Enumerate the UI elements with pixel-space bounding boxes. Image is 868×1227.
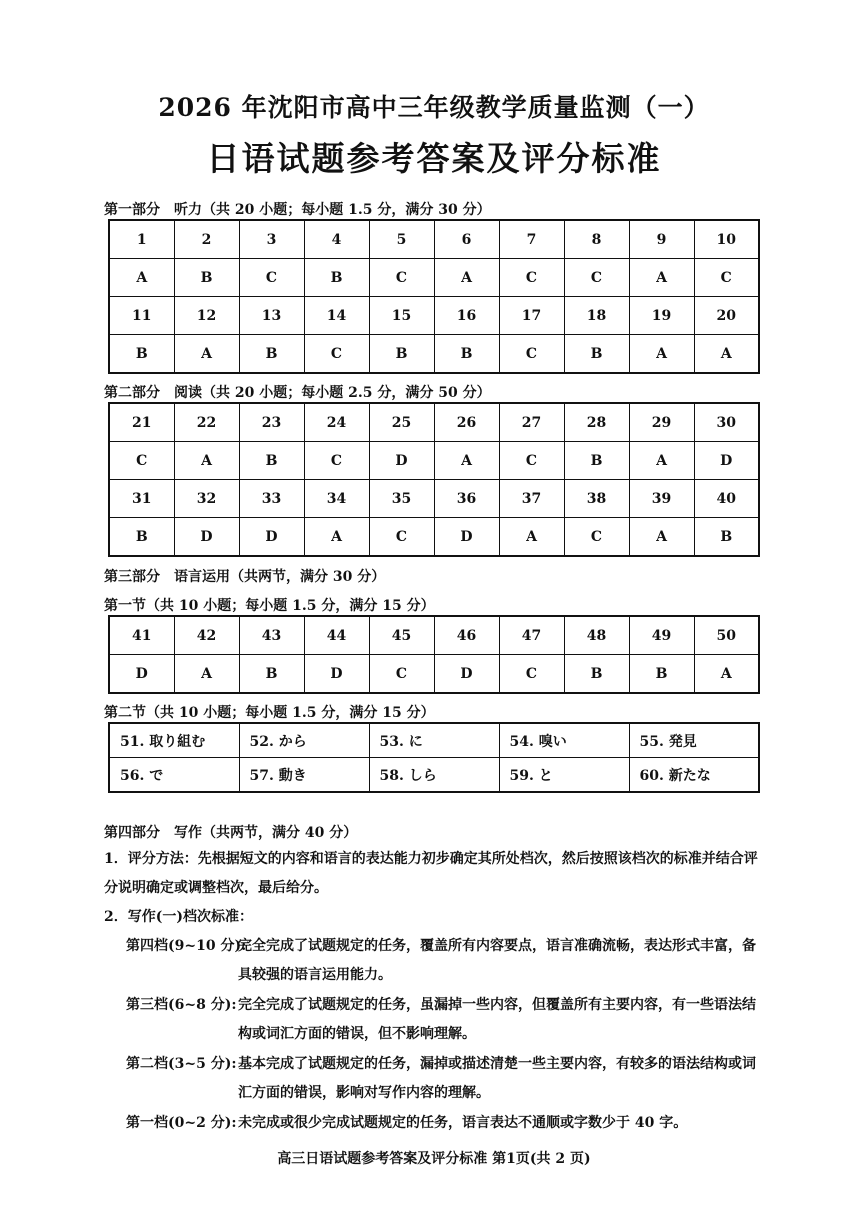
table-cell: 33 bbox=[239, 480, 304, 518]
table-cell: D bbox=[434, 518, 499, 557]
part3-section1-answer-table bbox=[108, 615, 760, 694]
table-cell: 3 bbox=[239, 220, 304, 259]
table-cell: 25 bbox=[369, 403, 434, 442]
table-cell: 46 bbox=[434, 616, 499, 655]
table-cell: 50 bbox=[694, 616, 759, 655]
criterion-text-2: 基本完成了试题规定的任务，漏掉或描述清楚一些主要内容，有较多的语法结构或词汇方面的错误，影响对写作内容的理解。 bbox=[238, 1056, 756, 1101]
table-row bbox=[109, 480, 759, 518]
table-cell: 26 bbox=[434, 403, 499, 442]
table-cell: B bbox=[694, 518, 759, 557]
table-cell: 58. しら bbox=[369, 758, 499, 793]
table-cell: 48 bbox=[564, 616, 629, 655]
table-cell: A bbox=[629, 259, 694, 297]
table-cell: 8 bbox=[564, 220, 629, 259]
table-cell: 13 bbox=[239, 297, 304, 335]
table-cell: A bbox=[174, 655, 239, 694]
table-cell: D bbox=[304, 655, 369, 694]
table-cell: D bbox=[434, 655, 499, 694]
table-cell: B bbox=[239, 442, 304, 480]
table-cell: 2 bbox=[174, 220, 239, 259]
table-cell: A bbox=[174, 442, 239, 480]
table-cell: C bbox=[109, 442, 174, 480]
criterion-label-1: 第一档(0~2 分): bbox=[126, 1115, 237, 1131]
table-cell: 15 bbox=[369, 297, 434, 335]
table-cell: 44 bbox=[304, 616, 369, 655]
table-cell: 49 bbox=[629, 616, 694, 655]
table-cell: 18 bbox=[564, 297, 629, 335]
table-cell: 24 bbox=[304, 403, 369, 442]
table-cell: 23 bbox=[239, 403, 304, 442]
table-cell: 4 bbox=[304, 220, 369, 259]
criterion-text-1: 未完成或很少完成试题规定的任务，语言表达不通顺或字数少于 40 字。 bbox=[238, 1115, 688, 1131]
table-cell: A bbox=[694, 335, 759, 374]
table-cell: 12 bbox=[174, 297, 239, 335]
table-cell: 5 bbox=[369, 220, 434, 259]
table-cell: B bbox=[629, 655, 694, 694]
part3-section2-answer-table bbox=[108, 722, 760, 793]
table-cell: 43 bbox=[239, 616, 304, 655]
table-cell: B bbox=[239, 335, 304, 374]
part2-answer-table bbox=[108, 402, 760, 557]
document-title: 日语试题参考答案及评分标准 bbox=[206, 139, 662, 178]
part3-section1-heading: 第一节（共 10 小题；每小题 1.5 分，满分 15 分） bbox=[104, 598, 435, 614]
table-cell: C bbox=[499, 335, 564, 374]
table-row bbox=[109, 723, 759, 758]
table-cell: D bbox=[694, 442, 759, 480]
writing-criteria-heading: 2．写作(一)档次标准： bbox=[104, 909, 253, 925]
table-cell: 34 bbox=[304, 480, 369, 518]
part3-heading: 第三部分 语言运用（共两节，满分 30 分） bbox=[104, 569, 386, 585]
table-row bbox=[109, 297, 759, 335]
table-cell: C bbox=[304, 335, 369, 374]
table-cell: C bbox=[369, 259, 434, 297]
table-cell: 7 bbox=[499, 220, 564, 259]
table-cell: C bbox=[369, 518, 434, 557]
part3-section2-heading: 第二节（共 10 小题；每小题 1.5 分，满分 15 分） bbox=[104, 705, 435, 721]
table-cell: 47 bbox=[499, 616, 564, 655]
table-cell: 39 bbox=[629, 480, 694, 518]
table-cell: 27 bbox=[499, 403, 564, 442]
table-cell: 57. 動き bbox=[239, 758, 369, 793]
table-row bbox=[109, 758, 759, 793]
exam-title: 2026 年沈阳市高中三年级教学质量监测（一） bbox=[158, 93, 710, 122]
table-row bbox=[109, 220, 759, 259]
criterion-label-2: 第二档(3~5 分): bbox=[126, 1056, 237, 1072]
table-cell: B bbox=[174, 259, 239, 297]
part1-heading: 第一部分 听力（共 20 小题；每小题 1.5 分，满分 30 分） bbox=[104, 202, 491, 218]
table-cell: B bbox=[109, 518, 174, 557]
criterion-text-4: 完全完成了试题规定的任务，覆盖所有内容要点，语言准确流畅，表达形式丰富，备具较强的语言运用能力。 bbox=[238, 938, 756, 983]
table-cell: 36 bbox=[434, 480, 499, 518]
scoring-method: 1．评分方法：先根据短文的内容和语言的表达能力初步确定其所处档次，然后按照该档次的标准并结合评分说明确定或调整档次，最后给分。 bbox=[104, 851, 758, 896]
table-row bbox=[109, 335, 759, 374]
table-cell: A bbox=[629, 518, 694, 557]
table-cell: D bbox=[369, 442, 434, 480]
table-cell: 20 bbox=[694, 297, 759, 335]
table-cell: A bbox=[434, 259, 499, 297]
table-cell: B bbox=[564, 442, 629, 480]
table-cell: 16 bbox=[434, 297, 499, 335]
table-row bbox=[109, 518, 759, 557]
table-cell: A bbox=[694, 655, 759, 694]
table-cell: B bbox=[304, 259, 369, 297]
table-cell: 52. から bbox=[239, 723, 369, 758]
table-cell: D bbox=[239, 518, 304, 557]
table-cell: C bbox=[499, 442, 564, 480]
table-cell: 17 bbox=[499, 297, 564, 335]
table-row bbox=[109, 616, 759, 655]
table-cell: 60. 新たな bbox=[629, 758, 759, 793]
table-cell: 31 bbox=[109, 480, 174, 518]
table-cell: A bbox=[109, 259, 174, 297]
table-cell: 56. で bbox=[109, 758, 239, 793]
table-cell: 38 bbox=[564, 480, 629, 518]
table-cell: 1 bbox=[109, 220, 174, 259]
table-cell: C bbox=[564, 259, 629, 297]
part2-heading: 第二部分 阅读（共 20 小题；每小题 2.5 分，满分 50 分） bbox=[104, 385, 491, 401]
table-cell: 45 bbox=[369, 616, 434, 655]
table-cell: 22 bbox=[174, 403, 239, 442]
table-cell: C bbox=[499, 655, 564, 694]
criterion-label-4: 第四档(9~10 分): bbox=[126, 938, 247, 954]
table-cell: 11 bbox=[109, 297, 174, 335]
table-cell: A bbox=[304, 518, 369, 557]
table-cell: 30 bbox=[694, 403, 759, 442]
table-cell: C bbox=[499, 259, 564, 297]
table-cell: B bbox=[239, 655, 304, 694]
table-cell: 28 bbox=[564, 403, 629, 442]
table-cell: A bbox=[499, 518, 564, 557]
table-cell: 55. 発見 bbox=[629, 723, 759, 758]
table-cell: 53. に bbox=[369, 723, 499, 758]
table-cell: 32 bbox=[174, 480, 239, 518]
page-footer: 高三日语试题参考答案及评分标准 第1页(共 2 页) bbox=[277, 1151, 591, 1167]
table-cell: A bbox=[174, 335, 239, 374]
table-cell: D bbox=[174, 518, 239, 557]
criterion-label-3: 第三档(6~8 分): bbox=[126, 997, 237, 1013]
table-cell: B bbox=[109, 335, 174, 374]
table-cell: B bbox=[434, 335, 499, 374]
table-cell: 59. と bbox=[499, 758, 629, 793]
table-cell: 9 bbox=[629, 220, 694, 259]
part1-answer-table bbox=[108, 219, 760, 374]
table-cell: 54. 嗅い bbox=[499, 723, 629, 758]
table-cell: 42 bbox=[174, 616, 239, 655]
table-cell: C bbox=[694, 259, 759, 297]
table-cell: 29 bbox=[629, 403, 694, 442]
table-row bbox=[109, 259, 759, 297]
part4-heading: 第四部分 写作（共两节，满分 40 分） bbox=[104, 825, 358, 841]
table-row bbox=[109, 655, 759, 694]
table-cell: A bbox=[629, 335, 694, 374]
table-cell: 6 bbox=[434, 220, 499, 259]
table-cell: 21 bbox=[109, 403, 174, 442]
table-cell: A bbox=[629, 442, 694, 480]
table-cell: 41 bbox=[109, 616, 174, 655]
table-cell: 40 bbox=[694, 480, 759, 518]
table-cell: 35 bbox=[369, 480, 434, 518]
table-cell: D bbox=[109, 655, 174, 694]
table-cell: C bbox=[564, 518, 629, 557]
table-cell: B bbox=[564, 655, 629, 694]
table-cell: 14 bbox=[304, 297, 369, 335]
table-row bbox=[109, 403, 759, 442]
table-cell: B bbox=[369, 335, 434, 374]
table-cell: B bbox=[564, 335, 629, 374]
table-cell: A bbox=[434, 442, 499, 480]
table-cell: C bbox=[239, 259, 304, 297]
table-cell: 51. 取り組む bbox=[109, 723, 239, 758]
table-cell: 10 bbox=[694, 220, 759, 259]
table-cell: C bbox=[369, 655, 434, 694]
criterion-text-3: 完全完成了试题规定的任务，虽漏掉一些内容，但覆盖所有主要内容，有一些语法结构或词汇方面的错误，但不影响理解。 bbox=[238, 997, 756, 1042]
table-cell: 19 bbox=[629, 297, 694, 335]
table-cell: 37 bbox=[499, 480, 564, 518]
table-cell: C bbox=[304, 442, 369, 480]
table-row bbox=[109, 442, 759, 480]
